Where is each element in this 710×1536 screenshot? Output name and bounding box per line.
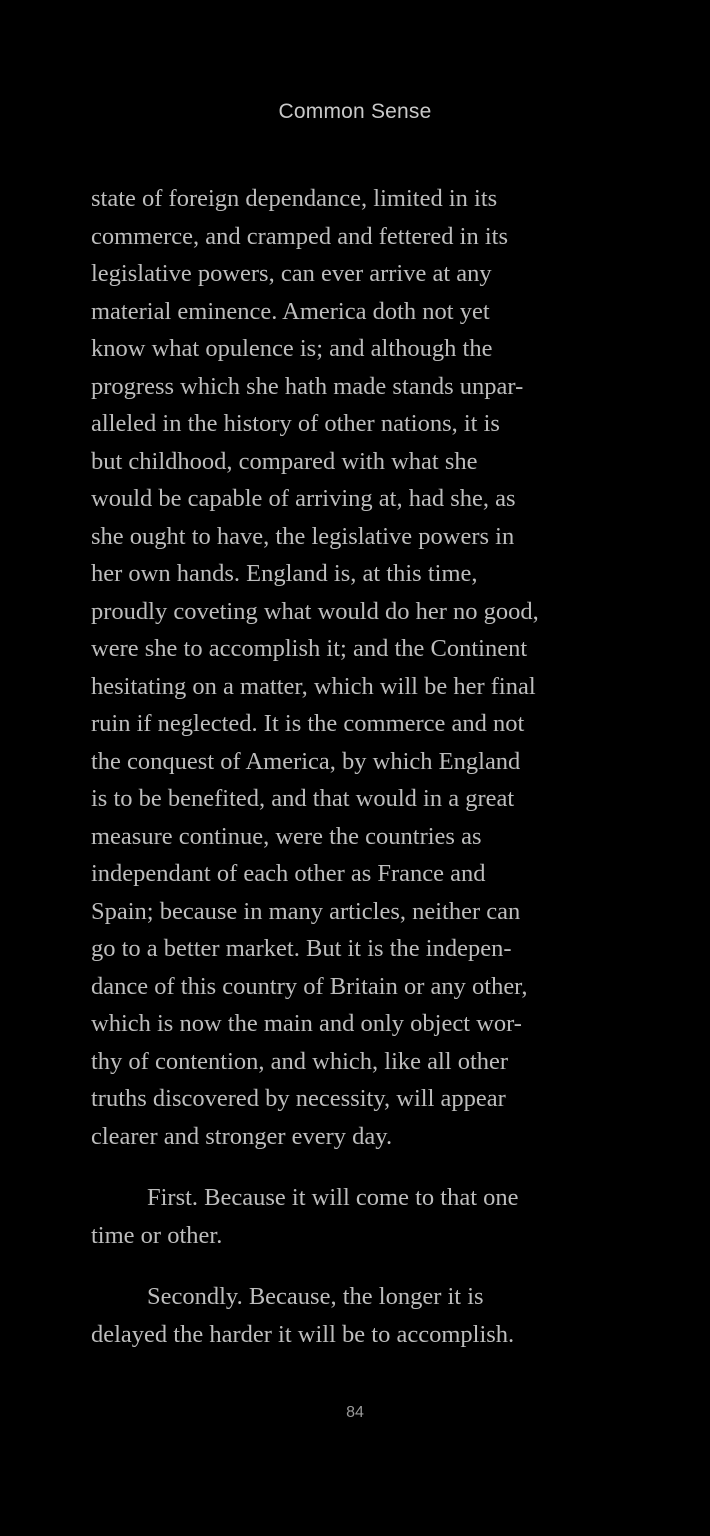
text-line: First. Because it will come to that one [147, 1184, 519, 1211]
text-line: commerce, and cramped and fettered in its [91, 222, 508, 250]
text-line: ruin if neglected. It is the commerce and not [91, 710, 525, 737]
page-number: 84 [346, 1404, 364, 1421]
text-line: but childhood, compared with what she [91, 447, 478, 475]
paragraph-3 [91, 1278, 651, 1353]
text-line: hesitating on a matter, which will be her final [91, 672, 536, 700]
text-line: legislative powers, can ever arrive at any [91, 260, 492, 287]
book-title: Common Sense [278, 100, 432, 123]
text-line: is to be benefited, and that would in a great [91, 785, 515, 812]
text-line: her own hands. England is, at this time, [91, 560, 478, 587]
text-line: the conquest of America, by which England [91, 747, 521, 775]
text-line: measure continue, were the countries as [91, 822, 482, 850]
text-line: she ought to have, the legislative powers in [91, 522, 515, 550]
text-line: Spain; because in many articles, neither can [91, 897, 521, 925]
text-line: alleled in the history of other nations, it is [91, 410, 500, 437]
text-line: delayed the harder it will be to accomplish. [91, 1320, 515, 1348]
text-line: material eminence. America doth not yet [91, 297, 490, 325]
text-line: thy of contention, and which, like all other [91, 1047, 509, 1075]
text-line: independant of each other as France and [91, 860, 486, 887]
text-line: know what opulence is; and although the [91, 335, 493, 362]
text-line: progress which she hath made stands unpar- [91, 372, 524, 400]
text-line: time or other. [91, 1221, 223, 1249]
page-text [91, 180, 651, 1353]
text-line: Secondly. Because, the longer it is [147, 1283, 484, 1310]
text-line: dance of this country of Britain or any other, [91, 972, 528, 1000]
text-line: which is now the main and only object wor- [91, 1010, 522, 1037]
text-line: would be capable of arriving at, had she, as [91, 485, 516, 512]
text-line: were she to accomplish it; and the Continent [91, 635, 528, 662]
text-line: go to a better market. But it is the indepen- [91, 935, 512, 962]
text-line: state of foreign dependance, limited in its [91, 185, 498, 212]
paragraph-2 [91, 1179, 651, 1254]
text-line: clearer and stronger every day. [91, 1122, 393, 1150]
paragraph-1 [91, 180, 651, 1155]
text-line: truths discovered by necessity, will appear [91, 1085, 506, 1112]
text-line: proudly coveting what would do her no good, [91, 597, 539, 625]
